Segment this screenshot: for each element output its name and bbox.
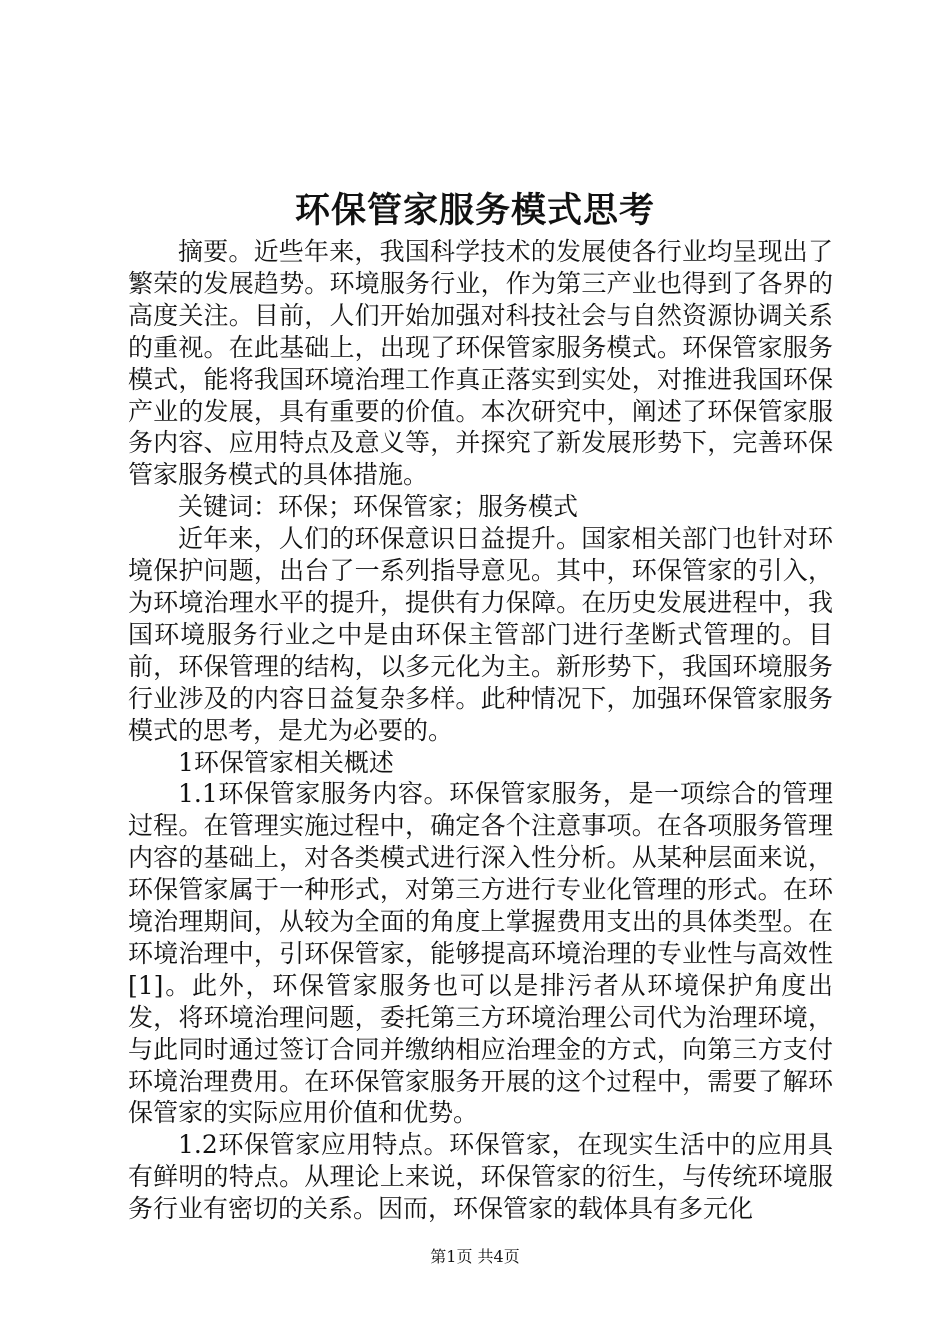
document-body xyxy=(128,236,833,1225)
document-title: 环保管家服务模式思考 xyxy=(294,190,655,231)
abstract-paragraph: 摘要。近些年来，我国科学技术的发展使各行业均呈现出了繁荣的发展趋势。环境服务行业，作为第三产业也得到了各界的高度关注。目前，人们开始加强对科技社会与自然资源协调关系的重视。在此基础上，出现了环保管家服务模式。环保管家服务模式，能将我国环境治理工作真正落实到实处，对推进我国环保产业的发展，具有重要的价值。本次研究中，阐述了环保管家服务内容、应用特点及意义等，并探究了新发展形势下，完善环保管家服务模式的具体措施。 xyxy=(128,237,833,490)
intro-paragraph: 近年来，人们的环保意识日益提升。国家相关部门也针对环境保护问题，出台了一系列指导意见。其中，环保管家的引入，为环境治理水平的提升，提供有力保障。在历史发展进程中，我国环境服务行业之中是由环保主管部门进行垄断式管理的。目前，环保管理的结构，以多元化为主。新形势下，我国环境服务行业涉及的内容日益复杂多样。此种情况下，加强环保管家服务模式的思考，是尤为必要的。 xyxy=(128,524,833,745)
section-heading-1: 1环保管家相关概述 xyxy=(178,747,394,777)
keywords-paragraph: 关键词：环保；环保管家；服务模式 xyxy=(178,492,579,522)
section-1-2-paragraph: 1.2环保管家应用特点。环保管家，在现实生活中的应用具有鲜明的特点。从理论上来说，环保管家的衍生，与传统环境服务行业有密切的关系。因而，环保管家的载体具有多元化 xyxy=(128,1130,833,1224)
page-footer: 第1页 共4页 xyxy=(430,1247,520,1266)
section-1-1-paragraph: 1.1环保管家服务内容。环保管家服务，是一项综合的管理过程。在管理实施过程中，确定各个注意事项。在各项服务管理内容的基础上，对各类模式进行深入性分析。从某种层面来说，环保管家属于一种形式，对第三方进行专业化管理的形式。在环境治理期间，从较为全面的角度上掌握费用支出的具体类型。在环境治理中，引环保管家，能够提高环境治理的专业性与高效性[1]。此外，环保管家服务也可以是排污者从环境保护角度出发，将环境治理问题，委托第三方环境治理公司代为治理环境，与此同时通过签订合同并缴纳相应治理金的方式，向第三方支付环境治理费用。在环保管家服务开展的这个过程中，需要了解环保管家的实际应用价值和优势。 xyxy=(128,779,833,1128)
